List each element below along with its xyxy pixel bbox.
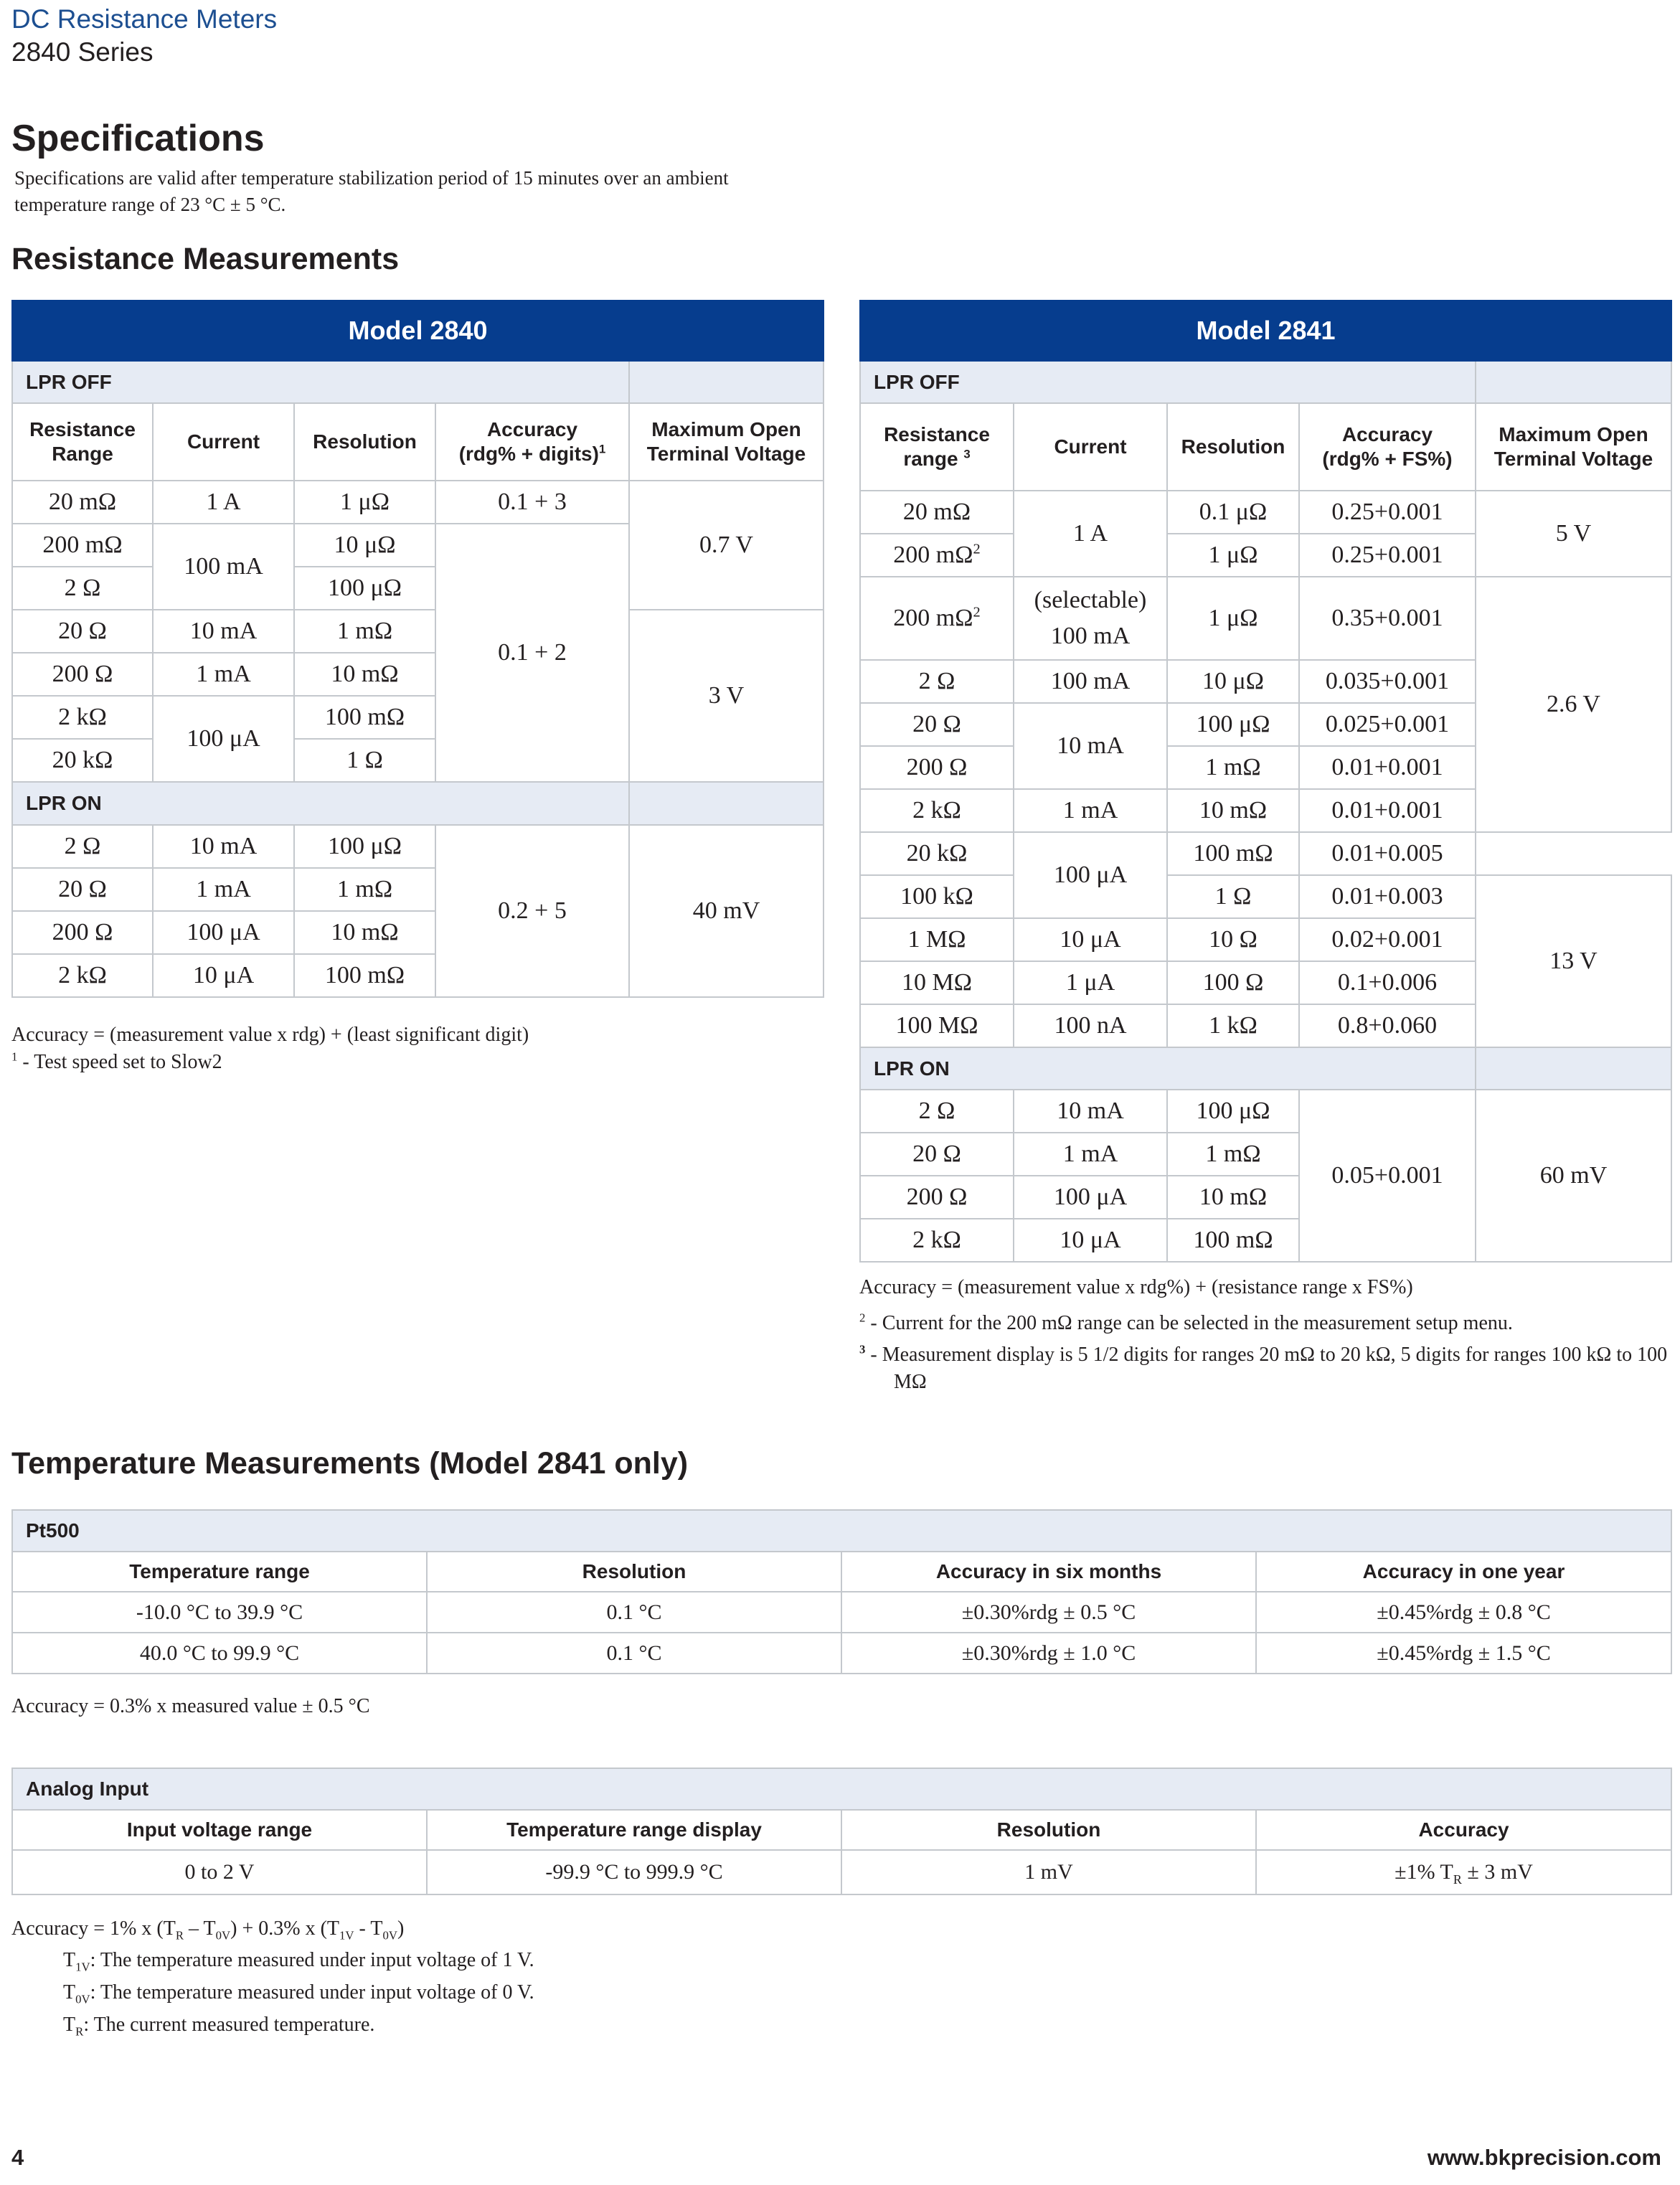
table-row: 100 kΩ 1 Ω 0.01+0.003 13 V: [860, 875, 1671, 918]
table-row: 20 Ω 1 mA 1 mΩ: [860, 1133, 1671, 1176]
resistance-measurements-heading: Resistance Measurements: [11, 242, 400, 276]
model-2840-header: Model 2840: [12, 301, 824, 361]
col-header-accuracy: Accuracy (rdg% + FS%): [1299, 403, 1476, 491]
table-row: 20 kΩ 1 Ω: [12, 739, 824, 782]
col-header-resolution: Resolution: [1167, 403, 1299, 491]
document-header-subtitle: 2840 Series: [11, 37, 154, 67]
model-2840-footnote-1: $^1$ - Test speed set to Slow2: [11, 1049, 222, 1073]
table-row: 20 kΩ 100 μA 100 mΩ 0.01+0.005: [860, 832, 1671, 875]
specifications-note: Specifications are valid after temperature stabilization period of 15 minutes over an ambient temperature range of 23 °C ± 5 °C.: [14, 167, 729, 215]
model-2841-table: [859, 300, 1672, 1263]
table-row: 200 Ω 1 mA 10 mΩ: [12, 653, 824, 696]
pt500-label: Pt500: [12, 1510, 1671, 1552]
pt500-accuracy-note: Accuracy = 0.3% x measured value ± 0.5 °C: [11, 1695, 370, 1717]
definition-t0v: $T_{0V}$: The temperature measured under input voltage of 0 V.: [63, 1981, 534, 2006]
model-2841-accuracy-note: Accuracy = (measurement value x rdg%) + (resistance range x FS%): [859, 1276, 1413, 1298]
table-row: 10 MΩ 1 μA 100 Ω 0.1+0.006: [860, 961, 1671, 1004]
col-header-temperature-range-display: Temperature range display: [427, 1810, 841, 1850]
table-row: 200 Ω 1 mΩ 0.01+0.001: [860, 746, 1671, 789]
lpr-off-label: LPR OFF: [860, 361, 1476, 403]
table-row: 20 mΩ 1 A 0.1 μΩ 0.25+0.001 5 V: [860, 491, 1671, 534]
col-header-input-voltage-range: Input voltage range: [12, 1810, 427, 1850]
col-header-accuracy: Accuracy (rdg% + digits)$^1$: [435, 403, 629, 481]
definition-tr: $T_R$: The current measured temperature.: [63, 2014, 375, 2039]
table-row: 2 Ω 100 mA 10 μΩ 0.035+0.001: [860, 660, 1671, 703]
model-2841-header: Model 2841: [860, 301, 1671, 361]
col-header-max-voltage: Maximum Open Terminal Voltage: [1476, 403, 1671, 491]
table-row: 2 kΩ 10 μA 100 mΩ: [860, 1219, 1671, 1262]
table-row: 20 Ω 1 mA 1 mΩ: [12, 868, 824, 911]
table-row: 1 MΩ 10 μA 10 Ω 0.02+0.001: [860, 918, 1671, 961]
table-row: 2 kΩ 100 μA 100 mΩ: [12, 696, 824, 739]
lpr-on-label: LPR ON: [860, 1047, 1476, 1090]
analog-accuracy-formula: Accuracy = 1% x $(T_R - T_{0V}) + 0.3\%$ x $(T_{1V} - T_{0V})$: [11, 1917, 405, 1943]
table-row: 200 Ω 100 μA 10 mΩ: [860, 1176, 1671, 1219]
table-row: 2 Ω 10 mA 100 μΩ 0.05+0.001 60 mV: [860, 1090, 1671, 1133]
col-header-accuracy-six-months: Accuracy in six months: [841, 1552, 1256, 1592]
table-row: 20 mΩ 1 A 1 μΩ 0.1 + 3 0.7 V: [12, 481, 824, 524]
analog-input-table: [11, 1768, 1672, 1895]
table-row: 20 Ω 10 mA 1 mΩ 3 V: [12, 610, 824, 653]
temperature-measurements-heading: Temperature Measurements (Model 2841 only): [11, 1446, 689, 1481]
model-2840-accuracy-note: Accuracy = (measurement value x rdg) + (least significant digit): [11, 1024, 529, 1046]
col-header-range: Resistance range $^3$: [860, 403, 1014, 491]
table-row: 2 kΩ 1 mA 10 mΩ 0.01+0.001: [860, 789, 1671, 832]
analog-input-label: Analog Input: [12, 1768, 1671, 1810]
col-header-accuracy: Accuracy: [1256, 1810, 1671, 1850]
col-header-max-voltage: Maximum Open Terminal Voltage: [629, 403, 824, 481]
table-row: 200 mΩ 100 mA 10 μΩ 0.1 + 2: [12, 524, 824, 567]
table-row: 200 $m\Omega^2$ 1 μΩ 0.25+0.001: [860, 534, 1671, 577]
col-header-current: Current: [153, 403, 294, 481]
definition-t1v: $T_{1V}$: The temperature measured under input voltage of 1 V.: [63, 1949, 534, 1974]
model-2841-footnote-2: $^2$ - Current for the 200 mΩ range can be selected in the measurement setup menu.: [859, 1311, 1513, 1334]
table-row: 40.0 °C to 99.9 °C 0.1 °C ±0.30%rdg ± 1.0 °C ±0.45%rdg ± 1.5 °C: [12, 1633, 1671, 1674]
table-row: -10.0 °C to 39.9 °C 0.1 °C ±0.30%rdg ± 0.5 °C ±0.45%rdg ± 0.8 °C: [12, 1592, 1671, 1633]
website-link[interactable]: www.bkprecision.com: [1427, 2145, 1661, 2170]
col-header-temperature-range: Temperature range: [12, 1552, 427, 1592]
specifications-heading: Specifications: [11, 118, 265, 159]
table-row: 200 Ω 100 μA 10 mΩ: [12, 911, 824, 954]
col-header-resolution: Resolution: [841, 1810, 1256, 1850]
col-header-current: Current: [1014, 403, 1167, 491]
table-row: 2 kΩ 10 μA 100 mΩ: [12, 954, 824, 997]
table-row: 0 to 2 V -99.9 °C to 999.9 °C 1 mV ±1% $T_R \pm 3$ mV: [12, 1850, 1671, 1894]
col-header-range: Resistance Range: [12, 403, 153, 481]
col-header-resolution: Resolution: [294, 403, 435, 481]
table-row: 20 Ω 10 mA 100 μΩ 0.025+0.001: [860, 703, 1671, 746]
table-row: 200 $m\Omega^2$ (selectable) 100 mA 1 μΩ 0.35+0.001 2.6 V: [860, 577, 1671, 660]
pt500-table: [11, 1509, 1672, 1674]
table-row: 2 Ω 100 μΩ: [12, 567, 824, 610]
document-header-title: DC Resistance Meters: [11, 4, 278, 34]
model-2841-footnote-3: $^3$ - Measurement display is 5 1/2 digits for ranges 20 mΩ to 20 kΩ, 5 digits for ranges 100 kΩ to 100 MΩ: [859, 1342, 1668, 1393]
table-row: 100 MΩ 100 nA 1 kΩ 0.8+0.060: [860, 1004, 1671, 1047]
lpr-on-label: LPR ON: [12, 782, 629, 825]
col-header-resolution: Resolution: [427, 1552, 841, 1592]
model-2840-table: [11, 300, 824, 998]
page-number: 4: [11, 2145, 24, 2170]
col-header-accuracy-one-year: Accuracy in one year: [1256, 1552, 1671, 1592]
lpr-off-label: LPR OFF: [12, 361, 629, 403]
table-row: 2 Ω 10 mA 100 μΩ 0.2 + 5 40 mV: [12, 825, 824, 868]
